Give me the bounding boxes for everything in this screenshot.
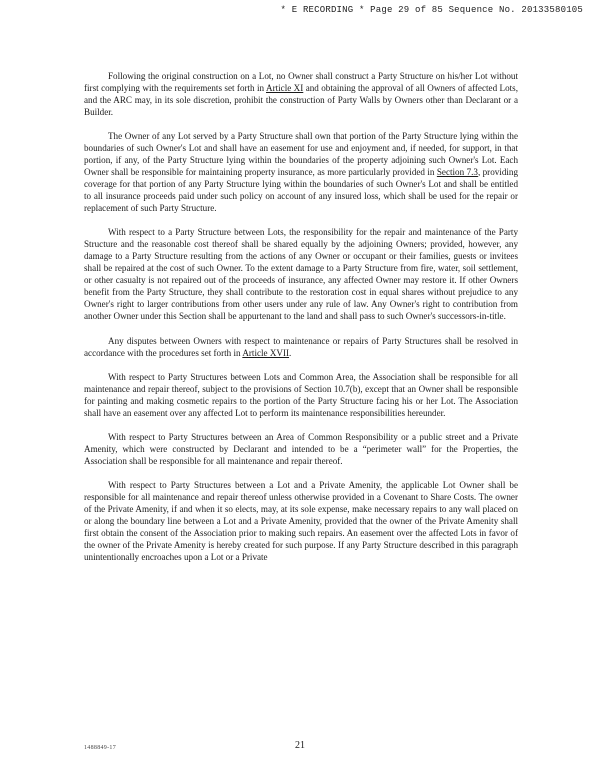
- article-xvii-reference: Article XVII: [242, 347, 290, 358]
- paragraph-private-amenity: With respect to Party Structures between a Lot and a Private Amenity, the applicable Lot Owner shall be responsible for all maintenance and repair thereof unless otherwise provided in a Covenant to Share Costs. The owner of the Private Amenity, if and when it so elects, may, at its sole expense, make necessary repairs to any wall placed on or along the boundary line between a Lot and a Private Amenity, provided that the owner of the Private Amenity shall first obtain the consent of the Association prior to making such repairs. An easement over the affected Lots in favor of the owner of the Private Amenity is hereby created for such purpose. If any Party Structure described in this paragraph unintentionally encroaches upon a Lot or a Private: [84, 480, 518, 563]
- paragraph-construction: Following the original construction on a Lot, no Owner shall construct a Party Structure on his/her Lot without first complying with the requirements set forth in Article XI and obtaining the approval of all Owners of affected Lots, and the ARC may, in its sole discretion, prohibit the construction of Party Walls by Owners other than Declarant or a Builder.: [84, 71, 518, 117]
- paragraph-perimeter-wall: With respect to Party Structures between an Area of Common Responsibility or a public street and a Private Amenity, which were constructed by Declarant and intended to be a “perimeter wall” for the Properties, the Association shall be responsible for all maintenance and repair thereof.: [84, 431, 518, 466]
- paragraph-ownership: The Owner of any Lot served by a Party Structure shall own that portion of the Party Structure lying within the boundaries of such Owner's Lot and shall have an easement for use and enjoyment and, if needed, for support, in that portion, if any, of the Party Structure lying within the boundaries of the property adjoining such Owner's Lot. Each Owner shall be responsible for maintaining property insurance, as more particularly provided in Section 7.3, providing coverage for that portion of any Party Structure lying within the boundaries of such Owner's Lot and shall be entitled to all insurance proceeds paid under such policy on account of any insured loss, which shall be used for the repair or replacement of such Party Structure.: [84, 131, 518, 214]
- paragraph-disputes: Any disputes between Owners with respect to maintenance or repairs of Party Structures shall be resolved in accordance with the procedures set forth in Article XVII.: [84, 335, 518, 358]
- section-7-3-reference: Section 7.3: [436, 167, 478, 178]
- recording-stamp-header: * E RECORDING * Page 29 of 85 Sequence No. 20133580105: [280, 5, 583, 15]
- paragraph-common-area: With respect to Party Structures between Lots and Common Area, the Association shall be responsible for all maintenance and repair thereof, subject to the provisions of Section 10.7(b), except that an Owner shall be responsible for painting and making cosmetic repairs to the portion of the Party Structure facing his or her Lot. The Association shall have an easement over any affected Lot to perform its maintenance responsibilities hereunder.: [84, 371, 518, 418]
- paragraph-repair-between-lots: With respect to a Party Structure between Lots, the responsibility for the repair and maintenance of the Party Structure and the reasonable cost thereof shall be shared equally by the adjoining Owners; provided, however, any damage to a Party Structure resulting from the actions of any Owner or occupant or their families, guests or invitees shall be repaired at the cost of such Owner. To the extent damage to a Party Structure from fire, water, soil settlement, or other casualty is not repaired out of the proceeds of insurance, any affected Owner may restore it. If other Owners benefit from the Party Structure, they shall contribute to the restoration cost in equal shares without prejudice to any Owner's right to larger contributions from other users under any rule of law. Any Owner's right to contribution from another Owner under this Section shall be appurtenant to the land and shall pass to such Owner's successors-in-title.: [84, 227, 518, 322]
- document-body: [84, 70, 518, 575]
- document-code: 1488849-17: [84, 745, 116, 751]
- article-xi-reference: Article XI: [266, 83, 304, 93]
- page-number: 21: [295, 740, 305, 751]
